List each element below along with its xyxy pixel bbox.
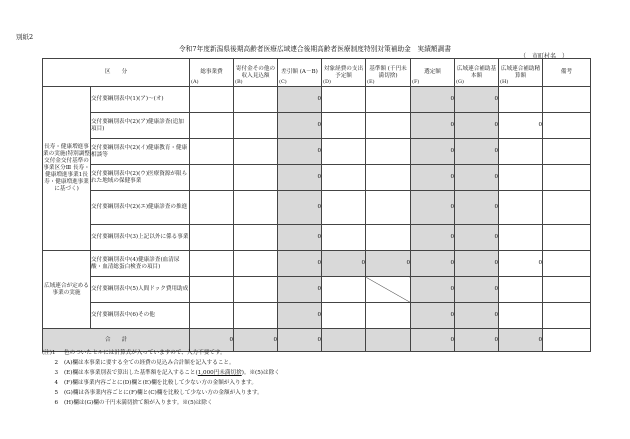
cell-d[interactable] <box>322 165 366 191</box>
total-c: 0 <box>278 329 322 352</box>
cell-d[interactable] <box>322 87 366 113</box>
cell-e[interactable] <box>366 139 411 165</box>
cell-f: 0 <box>411 303 455 329</box>
cell-f: 0 <box>411 191 455 225</box>
cell-e[interactable] <box>366 87 411 113</box>
header-a: 総事業費 (A) <box>190 59 234 87</box>
cell-b[interactable] <box>234 139 278 165</box>
cell-h: 0 <box>499 113 543 139</box>
cell-g: 0 <box>455 277 499 303</box>
cell-remarks[interactable] <box>543 277 591 303</box>
cell-a[interactable] <box>190 191 234 225</box>
cell-a[interactable] <box>190 165 234 191</box>
cell-remarks[interactable] <box>543 87 591 113</box>
header-e: 基準額 (千円未満切捨) (E) <box>366 59 411 87</box>
note-item: 6 (H)欄は(G)欄の千円未満切捨て額が入ります。※(5)は除く <box>54 400 213 406</box>
cell-remarks[interactable] <box>543 165 591 191</box>
cell-c: 0 <box>278 277 322 303</box>
cell-b[interactable] <box>234 225 278 251</box>
cell-d: 0 <box>322 251 366 277</box>
row-item: 交付要綱別表中(1)(ア)～(オ) <box>91 87 190 113</box>
cell-b[interactable] <box>234 251 278 277</box>
cell-h <box>499 191 543 225</box>
note-item: (注)1 色のついたセルには計算式が入っていますので、入力不要です。 <box>42 350 226 356</box>
total-g: 0 <box>455 329 499 352</box>
table-row <box>43 191 591 225</box>
cell-d[interactable] <box>322 113 366 139</box>
notes <box>42 348 280 408</box>
cell-e[interactable] <box>366 225 411 251</box>
total-h: 0 <box>499 329 543 352</box>
total-a: 0 <box>190 329 234 352</box>
cell-c: 0 <box>278 191 322 225</box>
cell-e[interactable] <box>366 191 411 225</box>
cell-remarks[interactable] <box>543 303 591 329</box>
cell-d[interactable] <box>322 277 366 303</box>
cell-a[interactable] <box>190 87 234 113</box>
header-d: 対象経費の支出予定額 (D) <box>322 59 366 87</box>
cell-e[interactable] <box>366 303 411 329</box>
note-item: 2 (A)欄は本事業に要する全ての経費の見込み合計額を記入すること。 <box>54 360 235 366</box>
header-f: 選定額 (F) <box>411 59 455 87</box>
cell-g: 0 <box>455 87 499 113</box>
total-d <box>322 329 366 352</box>
cell-c: 0 <box>278 113 322 139</box>
note-item: 3 (E)欄は本事業別表で算出した基準額を記入すること( 1,000円未満切捨 )。※(5)は除く <box>54 370 280 376</box>
cell-g: 0 <box>455 113 499 139</box>
cell-h <box>499 303 543 329</box>
cell-remarks[interactable] <box>543 191 591 225</box>
cell-g: 0 <box>455 165 499 191</box>
cell-remarks[interactable] <box>543 139 591 165</box>
cell-f: 0 <box>411 225 455 251</box>
cell-c: 0 <box>278 251 322 277</box>
cell-c: 0 <box>278 303 322 329</box>
row-item: 交付要綱別表中(4)健康診査(血清尿酸・血清総蛋白検査の項目) <box>91 251 190 277</box>
cell-a[interactable] <box>190 251 234 277</box>
row-item: 交付要綱別表中(2)(イ)健康教育・健康相談等 <box>91 139 190 165</box>
cell-a[interactable] <box>190 225 234 251</box>
cell-b[interactable] <box>234 165 278 191</box>
note-item: 4 (F)欄は事業内容ごとに(D)欄と(E)欄を比較して少ない方の金額が入ります。 <box>54 380 257 386</box>
table-row <box>43 139 591 165</box>
cell-a[interactable] <box>190 277 234 303</box>
cell-e: 0 <box>366 251 411 277</box>
header-category: 区 分 <box>43 59 190 87</box>
group2-label: 広域連合が定める事業の実施 <box>43 251 91 329</box>
cell-remarks[interactable] <box>543 113 591 139</box>
cell-h <box>499 225 543 251</box>
row-item: 交付要綱別表中(3)上記以外に係る事業 <box>91 225 190 251</box>
cell-e[interactable] <box>366 165 411 191</box>
cell-f: 0 <box>411 87 455 113</box>
header-c: 差引額 (A－B) (C) <box>278 59 322 87</box>
municipality-label: （ 市町村名 ） <box>520 53 569 60</box>
cell-g: 0 <box>455 251 499 277</box>
cell-remarks[interactable] <box>543 225 591 251</box>
row-item: 交付要綱別表中(5)人間ドック費用助成 <box>91 277 190 303</box>
note-item: 5 (G)欄は各事業内容ごとに(F)欄と(C)欄を比較して少ない方の金額が入ります。 <box>54 390 263 396</box>
cell-e[interactable] <box>366 113 411 139</box>
cell-f: 0 <box>411 277 455 303</box>
form-id: 別紙2 <box>16 33 34 41</box>
cell-g: 0 <box>455 191 499 225</box>
total-b: 0 <box>234 329 278 352</box>
cell-b[interactable] <box>234 113 278 139</box>
cell-a[interactable] <box>190 303 234 329</box>
cell-remarks[interactable] <box>543 251 591 277</box>
cell-c: 0 <box>278 139 322 165</box>
cell-a[interactable] <box>190 139 234 165</box>
table-row <box>43 277 591 303</box>
header-h: 広域連合補助精算額 (H) <box>499 59 543 87</box>
cell-f: 0 <box>411 165 455 191</box>
cell-e-disabled <box>366 277 411 303</box>
cell-b[interactable] <box>234 277 278 303</box>
cell-h <box>499 165 543 191</box>
row-item: 交付要綱別表中(2)(ウ)医療資源が限られた地域の保健事業 <box>91 165 190 191</box>
table-row <box>43 225 591 251</box>
total-remarks <box>543 329 591 352</box>
total-label: 合 計 <box>43 329 190 352</box>
total-f: 0 <box>411 329 455 352</box>
cell-h <box>499 87 543 113</box>
cell-h <box>499 277 543 303</box>
page-title: 令和7年度新潟県後期高齢者医療広域連合後期高齢者医療制度特別対策補助金 実績額調書 <box>178 45 452 53</box>
cell-b[interactable] <box>234 87 278 113</box>
cell-c: 0 <box>278 165 322 191</box>
cell-f: 0 <box>411 139 455 165</box>
cell-d[interactable] <box>322 139 366 165</box>
table-row <box>43 165 591 191</box>
cell-f: 0 <box>411 251 455 277</box>
row-item: 交付要綱別表中(2)(ア)健康診査(追加項目) <box>91 113 190 139</box>
cell-d[interactable] <box>322 191 366 225</box>
cell-f: 0 <box>411 113 455 139</box>
cell-d[interactable] <box>322 225 366 251</box>
header-g: 広域連合補助基本額 (G) <box>455 59 499 87</box>
cell-c: 0 <box>278 87 322 113</box>
cell-a[interactable] <box>190 113 234 139</box>
header-row <box>43 59 591 87</box>
report-table <box>42 58 591 352</box>
cell-h <box>499 139 543 165</box>
total-e <box>366 329 411 352</box>
cell-g: 0 <box>455 303 499 329</box>
cell-h: 0 <box>499 251 543 277</box>
row-item: 交付要綱別表中(6)その他 <box>91 303 190 329</box>
cell-g: 0 <box>455 225 499 251</box>
cell-c: 0 <box>278 225 322 251</box>
cell-b[interactable] <box>234 303 278 329</box>
table-row <box>43 251 591 277</box>
row-item: 交付要綱別表中(2)(エ)健康診査の推進 <box>91 191 190 225</box>
cell-g: 0 <box>455 139 499 165</box>
cell-d[interactable] <box>322 303 366 329</box>
header-b: 寄付金その他の収入見込額 (B) <box>234 59 278 87</box>
table-row <box>43 303 591 329</box>
table-row <box>43 113 591 139</box>
header-remarks: 備考 <box>543 59 591 87</box>
table-row <box>43 87 591 113</box>
cell-b[interactable] <box>234 191 278 225</box>
group1-label: 長寿・健康増進事業の実施(特別調整交付金交付基準の事業区分Ⅲ 長寿・健康増進事業1長寿・健康増進事業に基づく) <box>43 87 91 251</box>
